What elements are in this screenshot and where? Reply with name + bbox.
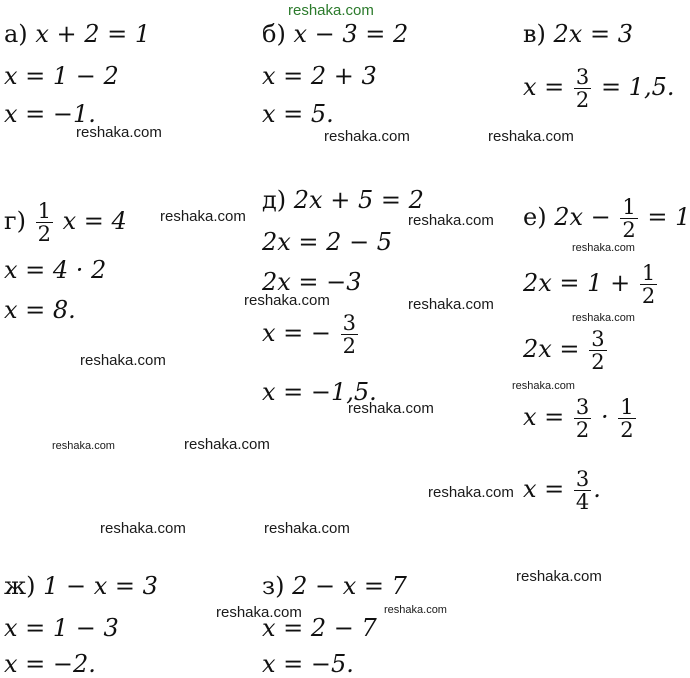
- problem-e-step-1-fraction: [640, 262, 657, 307]
- problem-e-step-4-fraction: [574, 468, 591, 513]
- problem-b-eq: x − 3 = 2: [293, 20, 409, 48]
- problem-b-label: б): [262, 20, 286, 48]
- problem-g-numerator: 1: [37, 199, 51, 223]
- watermark: reshaka.com: [572, 312, 635, 324]
- problem-e-step-2-fraction: [589, 328, 606, 373]
- problem-e-step-2: [523, 328, 609, 373]
- problem-e-step-3-dot: ·: [600, 403, 609, 431]
- problem-v-eq: 2x = 3: [553, 20, 633, 48]
- problem-v-numerator: 3: [575, 65, 590, 89]
- problem-b-step-1: x = 2 + 3: [262, 62, 377, 90]
- watermark: reshaka.com: [76, 124, 162, 141]
- problem-e-equation: [523, 196, 690, 241]
- watermark-top: reshaka.com: [288, 2, 374, 19]
- problem-e-step-3-fraction-1: [574, 396, 591, 441]
- watermark: reshaka.com: [184, 436, 270, 453]
- problem-z-step-2: x = −5.: [262, 650, 354, 678]
- problem-v-step-1-rhs: = 1,5.: [600, 73, 675, 101]
- problem-b-step-2: x = 5.: [262, 100, 334, 128]
- problem-g-step-2: x = 8.: [4, 296, 76, 324]
- problem-a-equation: [4, 20, 150, 48]
- problem-e-numerator: 1: [622, 195, 636, 219]
- problem-e-step-3-numerator-1: 3: [575, 395, 590, 419]
- problem-e-step-3-lhs: x =: [523, 403, 565, 431]
- problem-e-step-3-fraction-2: [618, 396, 635, 441]
- problem-d-denominator: 2: [342, 334, 357, 358]
- problem-d-equation: [262, 186, 424, 214]
- watermark: reshaka.com: [52, 440, 115, 452]
- problem-a-eq: x + 2 = 1: [35, 20, 151, 48]
- problem-e-step-3-denominator-1: 2: [575, 418, 590, 442]
- problem-e-eq-rhs: = 1: [647, 203, 690, 231]
- problem-d-fraction: [341, 312, 358, 357]
- watermark: reshaka.com: [408, 212, 494, 229]
- problem-b-equation: [262, 20, 408, 48]
- problem-e-step-4-end: .: [593, 475, 601, 503]
- problem-g-step-1: x = 4 · 2: [4, 256, 107, 284]
- problem-g-eq-rhs: x = 4: [62, 207, 127, 235]
- problem-zh-step-2: x = −2.: [4, 650, 96, 678]
- problem-d-step-1: 2x = 2 − 5: [262, 228, 393, 256]
- problem-d-eq: 2x + 5 = 2: [293, 186, 424, 214]
- watermark: reshaka.com: [488, 128, 574, 145]
- problem-e-label: е): [523, 203, 547, 231]
- problem-d-step-3-lhs: x = −: [262, 319, 332, 347]
- problem-d-numerator: 3: [342, 311, 357, 335]
- problem-g-fraction: [36, 200, 53, 245]
- watermark: reshaka.com: [572, 242, 635, 254]
- problem-e-step-1: [523, 262, 659, 307]
- problem-zh-equation: [4, 572, 158, 600]
- problem-a-step-2: x = −1.: [4, 100, 96, 128]
- watermark: reshaka.com: [384, 604, 447, 616]
- problem-v-equation: [523, 20, 633, 48]
- watermark: reshaka.com: [80, 352, 166, 369]
- problem-z-step-1: x = 2 − 7: [262, 614, 377, 642]
- problem-zh-label: ж): [4, 572, 36, 600]
- problem-e-step-4-denominator: 4: [575, 490, 590, 514]
- watermark: reshaka.com: [408, 296, 494, 313]
- watermark: reshaka.com: [160, 208, 246, 225]
- problem-e-step-4-lhs: x =: [523, 475, 565, 503]
- problem-g-equation: [4, 200, 127, 245]
- problem-z-eq: 2 − x = 7: [292, 572, 407, 600]
- problem-d-step-4: x = −1,5.: [262, 378, 377, 406]
- problem-z-label: з): [262, 572, 285, 600]
- problem-e-fraction: [620, 196, 637, 241]
- problem-d-step-3: [262, 312, 360, 357]
- problem-e-step-4-numerator: 3: [575, 467, 590, 491]
- problem-g-denominator: 2: [37, 222, 51, 246]
- problem-e-step-1-numerator: 1: [641, 261, 656, 285]
- problem-d-label: д): [262, 186, 287, 214]
- problem-e-step-3: [523, 396, 638, 441]
- problem-e-denominator: 2: [622, 218, 636, 242]
- watermark: reshaka.com: [264, 520, 350, 537]
- problem-e-step-1-denominator: 2: [641, 284, 656, 308]
- problem-e-eq-lhs: 2x −: [554, 203, 611, 231]
- problem-v-step-1-lhs: x =: [523, 73, 565, 101]
- watermark: reshaka.com: [324, 128, 410, 145]
- watermark: reshaka.com: [348, 400, 434, 417]
- problem-e-step-3-numerator-2: 1: [620, 395, 634, 419]
- problem-e-step-3-denominator-2: 2: [620, 418, 634, 442]
- problem-e-step-2-numerator: 3: [591, 327, 605, 351]
- problem-e-step-4: [523, 468, 601, 513]
- problem-v-fraction: [574, 66, 591, 111]
- watermark: reshaka.com: [512, 380, 575, 392]
- watermark: reshaka.com: [216, 604, 302, 621]
- problem-e-step-2-lhs: 2x =: [523, 335, 580, 363]
- problem-v-step-1: [523, 66, 674, 111]
- problem-e-step-1-lhs: 2x = 1 +: [523, 269, 631, 297]
- watermark: reshaka.com: [100, 520, 186, 537]
- watermark: reshaka.com: [428, 484, 514, 501]
- problem-g-label: г): [4, 207, 26, 235]
- problem-zh-step-1: x = 1 − 3: [4, 614, 119, 642]
- problem-z-equation: [262, 572, 407, 600]
- problem-a-label: а): [4, 20, 28, 48]
- problem-zh-eq: 1 − x = 3: [43, 572, 158, 600]
- watermark: reshaka.com: [516, 568, 602, 585]
- problem-d-step-2: 2x = −3: [262, 268, 362, 296]
- watermark: reshaka.com: [244, 292, 330, 309]
- problem-e-step-2-denominator: 2: [591, 350, 605, 374]
- problem-a-step-1: x = 1 − 2: [4, 62, 119, 90]
- problem-v-label: в): [523, 20, 546, 48]
- problem-v-denominator: 2: [575, 88, 590, 112]
